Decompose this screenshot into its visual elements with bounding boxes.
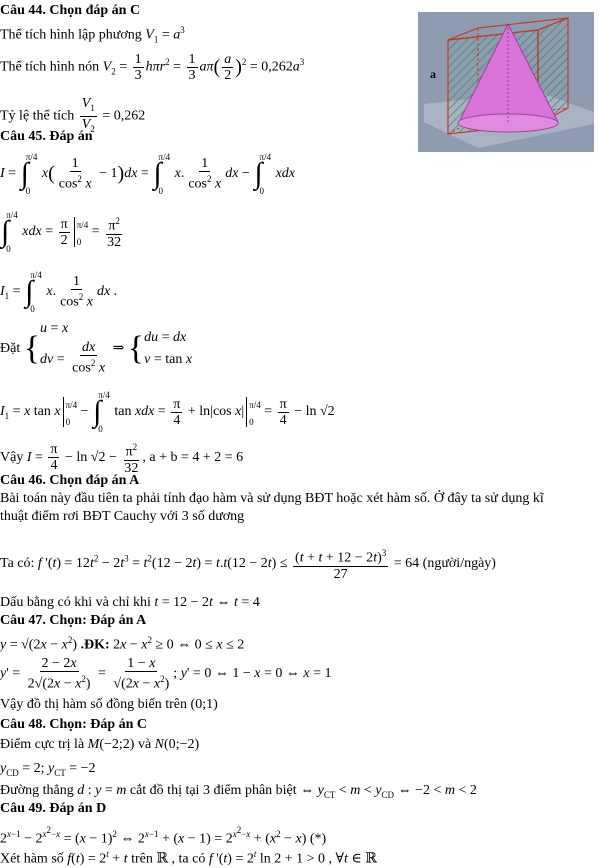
q48-extrema: Điểm cực trị là M(−2;2) và N(0;−2) [0, 737, 200, 752]
q49-title: Câu 49. Đáp án D [0, 801, 107, 816]
q46-paragraph-1: Bài toán này đầu tiên ta phải tính đạo hàm và sử dụng BĐT hoặc xét hàm số. Ở đây ta sử dụng kĩ [0, 491, 544, 506]
q44-cube-volume: Thể tích hình lập phương $V_1 = a^3$ [0, 25, 185, 45]
q45-final: Vậy I = $\frac{\pi}{4}$ − ln √2 − $\frac{\pi^2}{32}$ , a + b = 4 + 2 = 6 [0, 442, 244, 476]
q46-derivative: Ta có: f '$(t) = 12t^2 - 2t^3 = t^2(12 - 2t) = t.t(12 - 2t)$ ≤ $\frac{(t + t + 12 - 2t)^3}{27}$ = 64 (người/ngày) [0, 548, 496, 582]
q49-function: Xét hàm số $f(t) = 2^t + t$ trên ℝ , ta có f '$(t) = 2^t$ ln 2 + 1 > 0 , ∀t ∈ ℝ [0, 849, 377, 867]
q47-conclusion: Vậy đồ thị hàm số đồng biến trên (0;1) [0, 697, 218, 712]
q45-integral-I1: $I_1$ = ∫ π/4 0 x. $\frac{1}{\cos^2 x}$ dx . [0, 270, 118, 314]
q45-substitution: Đặt { u = x dv = $\frac{dx}{\cos^2 x}$ ⇒ { du = dx v = tan x [0, 321, 193, 376]
cube-cone-illustration [418, 12, 594, 152]
q46-paragraph-2: thuật điểm rơi BĐT Cauchy với 3 số dương [0, 509, 245, 524]
q44-ratio: Tỷ lệ thể tích $\frac{V_1}{V_2}$ = 0,262 [0, 96, 146, 134]
q49-equation: $2^{x-1} - 2^{x^2-x} = (x - 1)^2$ ⇔ $2^{x-1} + (x - 1) = 2^{x^2-x} + (x^2 - x)$ (*) [0, 825, 327, 847]
cube-edge-label: a [430, 67, 436, 81]
q47-function: $y = √(2x - x^2)$ .ĐK: $2x - x^2 \ge 0$ ⇔ 0 ≤ x ≤ 2 [0, 635, 245, 653]
q47-derivative: y' = $\frac{2 - 2x}{2√(2x - x^2)}$ = $\frac{1 - x}{√(2x - x^2)}$ ; y' = 0 ⇔ 1 − x = 0 ⇔ x = 1 [0, 656, 332, 692]
q48-line: Đường thẳng d : y = m cắt đồ thị tại 3 điểm phân biệt ⇔ $y_{CT} < m < y_{CD}$ ⇔ −2 < m < 2 [0, 783, 477, 800]
q45-title: Câu 45. Đáp án [0, 129, 93, 144]
q48-values: $y_{CD} = 2$; $y_{CT} = -2$ [0, 761, 96, 778]
q44-title: Câu 44. Chọn đáp án C [0, 3, 141, 18]
q45-integral-I: I = ∫ π/4 0 x( $\frac{1}{\cos^2 x}$ − 1)dx = ∫ π/4 0 x. $\frac{1}{\cos^2 x}$ dx − ∫ π/4 0 xdx [0, 152, 296, 196]
q46-title: Câu 46. Chọn đáp án A [0, 473, 140, 488]
q45-I1-result: $I_1 = x$ tan x π/4 0 − ∫ π/4 0 tan xdx = $\frac{\pi}{4}$ + ln|cos x| π/4 0 = $\frac{\pi}{4}$ − ln √2 [0, 390, 335, 434]
q46-equality: Dấu bằng có khi và chỉ khi t = 12 − 2t ⇔ t = 4 [0, 595, 260, 610]
q47-title: Câu 47. Chọn: Đáp án A [0, 613, 147, 628]
q45-integral-xdx: ∫ π/4 0 xdx = $\frac{\pi}{2}$ π/4 0 = $\frac{\pi^2}{32}$ [1, 210, 122, 254]
q44-cone-volume: Thể tích hình nón $V_2$ = $\frac{1}{3}$ hπr$^2$ = $\frac{1}{3}$ aπ( $\frac{a}{2}$ )$^2 = 0,262a^3$ [0, 52, 305, 83]
q48-title: Câu 48. Chọn: Đáp án C [0, 717, 148, 732]
